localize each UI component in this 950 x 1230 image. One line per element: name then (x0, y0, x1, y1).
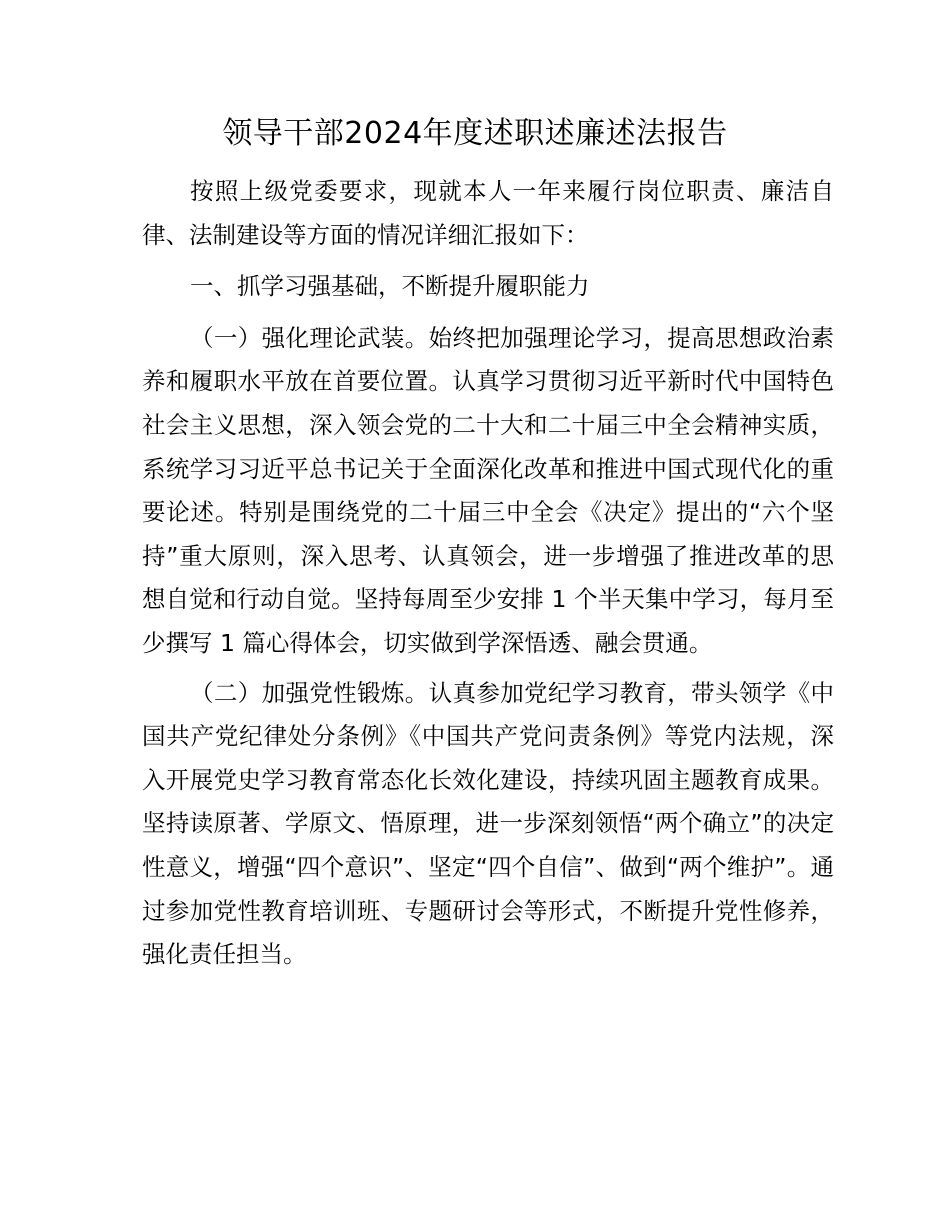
subsection-paragraph-2: （二）加强党性锻炼。认真参加党纪学习教育，带头领学《中国共产党纪律处分条例》《中国共产党问责条例》等党内法规，深入开展党史学习教育常态化长效化建设，持续巩固主题教育成果。坚持读原著、学原文、悟原理，进一步深刻领悟“两个确立”的决定性意义，增强“四个意识”、坚定“四个自信”、做到“两个维护”。通过参加党性教育培训班、专题研讨会等形式，不断提升党性修养，强化责任担当。 (142, 678, 834, 969)
document-body (142, 170, 834, 977)
document-title: 领导干部2024年度述职述廉述法报告 (222, 116, 728, 151)
subsection-paragraph-1: （一）强化理论武装。始终把加强理论学习，提高思想政治素养和履职水平放在首要位置。认真学习贯彻习近平新时代中国特色社会主义思想，深入领会党的二十大和二十届三中全会精神实质，系统学习习近平总书记关于全面深化改革和推进中国式现代化的重要论述。特别是围绕党的二十届三中全会《决定》提出的“六个坚持”重大原则，深入思考、认真领会，进一步增强了推进改革的思想自觉和行动自觉。坚持每周至少安排 1 个半天集中学习，每月至少撰写 1 篇心得体会，切实做到学深悟透、融会贯通。 (142, 323, 834, 657)
section-heading-1: 一、抓学习强基础，不断提升履职能力 (190, 272, 590, 301)
intro-paragraph: 按照上级党委要求，现就本人一年来履行岗位职责、廉洁自律、法制建设等方面的情况详细汇报如下： (142, 177, 834, 249)
